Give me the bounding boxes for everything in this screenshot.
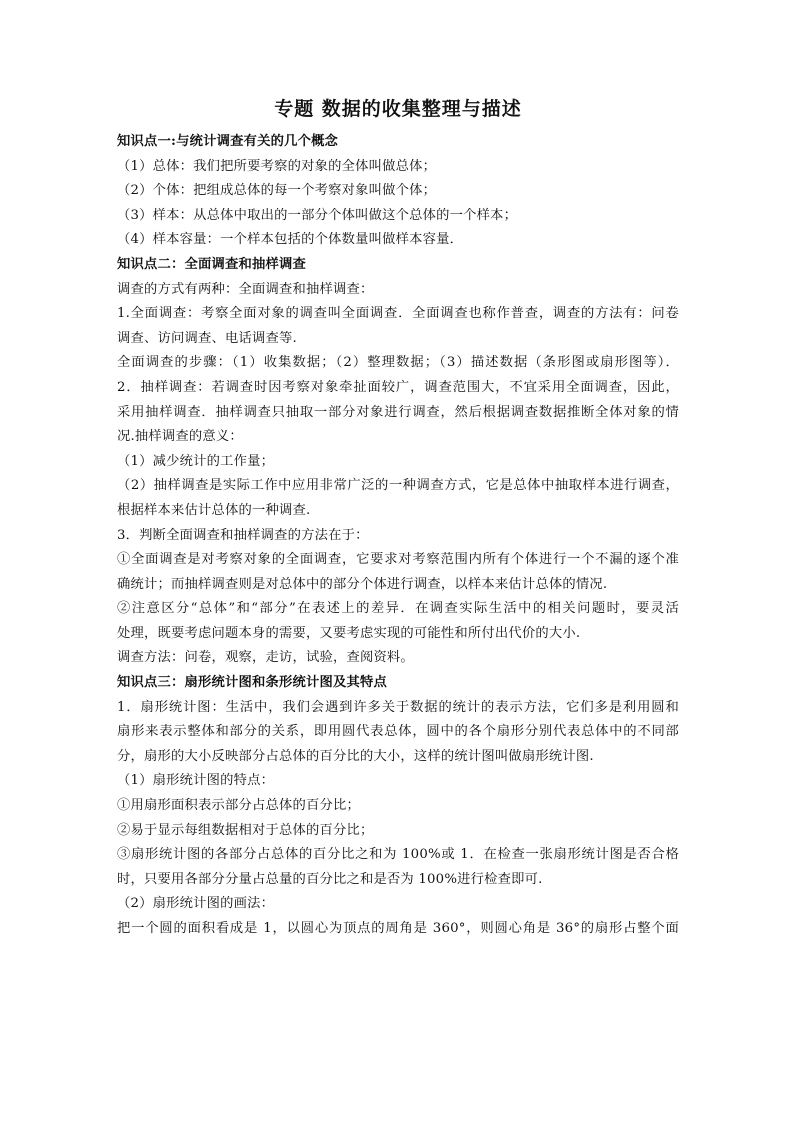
text-line: 调查、访问调查、电话调查等. [117, 330, 297, 346]
text-line: 根据样本来估计总体的一种调查. [117, 502, 311, 518]
text-line: 调查的方式有两种：全面调查和抽样调查： [117, 281, 374, 297]
text-line: ③扇形统计图的各部分占总体的百分比之和为 100%或 1．在检查一张扇形统计图是否合格 [117, 847, 679, 863]
text-line: （4）样本容量：一个样本包括的个体数量叫做样本容量． [117, 232, 464, 248]
text-line: 况.抽样调查的意义： [117, 429, 243, 445]
text-line: ②易于显示每组数据相对于总体的百分比； [117, 822, 374, 838]
document-title: 专题 数据的收集整理与描述 [274, 98, 522, 120]
text-line: 调查方法：问卷，观察，走访，试验，查阅资料。 [117, 650, 414, 666]
text-line: 把一个圆的面积看成是 1，以圆心为顶点的周角是 360°，则圆心角是 36°的扇形占整个面 [117, 921, 679, 936]
text-line: （3）样本：从总体中取出的一部分个体叫做这个总体的一个样本； [117, 207, 518, 223]
text-line: 2．抽样调查：若调查时因考察对象牵扯面较广，调查范围大，不宜采用全面调查，因此， [117, 379, 679, 395]
document-body [117, 130, 679, 942]
text-line: 全面调查的步骤：（1）收集数据；（2）整理数据；（3）描述数据（条形图或扇形图等）． [117, 355, 679, 371]
text-line: 确统计；而抽样调查则是对总体中的部分个体进行调查，以样本来估计总体的情况. [117, 576, 608, 592]
text-line: （2）抽样调查是实际工作中应用非常广泛的一种调查方式，它是总体中抽取样本进行调查， [117, 478, 679, 494]
text-line: 1.全面调查：考察全面对象的调查叫全面调查．全面调查也称作普查，调查的方法有：问卷 [117, 306, 679, 322]
text-line: （1）减少统计的工作量； [117, 453, 275, 469]
text-line: 1．扇形统计图：生活中，我们会遇到许多关于数据的统计的表示方法，它们多是利用圆和 [117, 699, 679, 715]
text-line: 处理，既要考虑问题本身的需要，又要考虑实现的可能性和所付出代价的大小. [117, 625, 581, 641]
text-line: 3．判断全面调查和抽样调查的方法在于： [117, 527, 369, 543]
section-heading: 知识点一:与统计调查有关的几个概念 [117, 134, 339, 149]
text-line: ①用扇形面积表示部分占总体的百分比； [117, 798, 360, 814]
text-line: 时，只要用各部分分量占总量的百分比之和是否为 100%进行检查即可. [117, 871, 543, 887]
section-heading: 知识点三：扇形统计图和条形统计图及其特点 [117, 675, 387, 691]
text-line: 分，扇形的大小反映部分占总体的百分比的大小，这样的统计图叫做扇形统计图. [117, 748, 594, 764]
text-line: ②注意区分“总体”和“部分”在表述上的差异．在调查实际生活中的相关问题时，要灵活 [117, 601, 679, 617]
text-line: （2）个体：把组成总体的每一个考察对象叫做个体； [117, 183, 437, 199]
text-line: 采用抽样调查．抽样调查只抽取一部分对象进行调查，然后根据调查数据推断全体对象的情 [117, 404, 679, 420]
text-line: （2）扇形统计图的画法： [117, 896, 275, 912]
document-page [117, 96, 679, 942]
text-line: （1）扇形统计图的特点： [117, 773, 275, 789]
text-line: （1）总体：我们把所要考察的对象的全体叫做总体； [117, 158, 437, 174]
section-heading: 知识点二：全面调查和抽样调查 [117, 256, 306, 272]
text-line: 扇形来表示整体和部分的关系，即用圆代表总体，圆中的各个扇形分别代表总体中的不同部 [117, 724, 679, 740]
text-line: ①全面调查是对考察对象的全面调查，它要求对考察范围内所有个体进行一个不漏的逐个准 [117, 552, 679, 568]
